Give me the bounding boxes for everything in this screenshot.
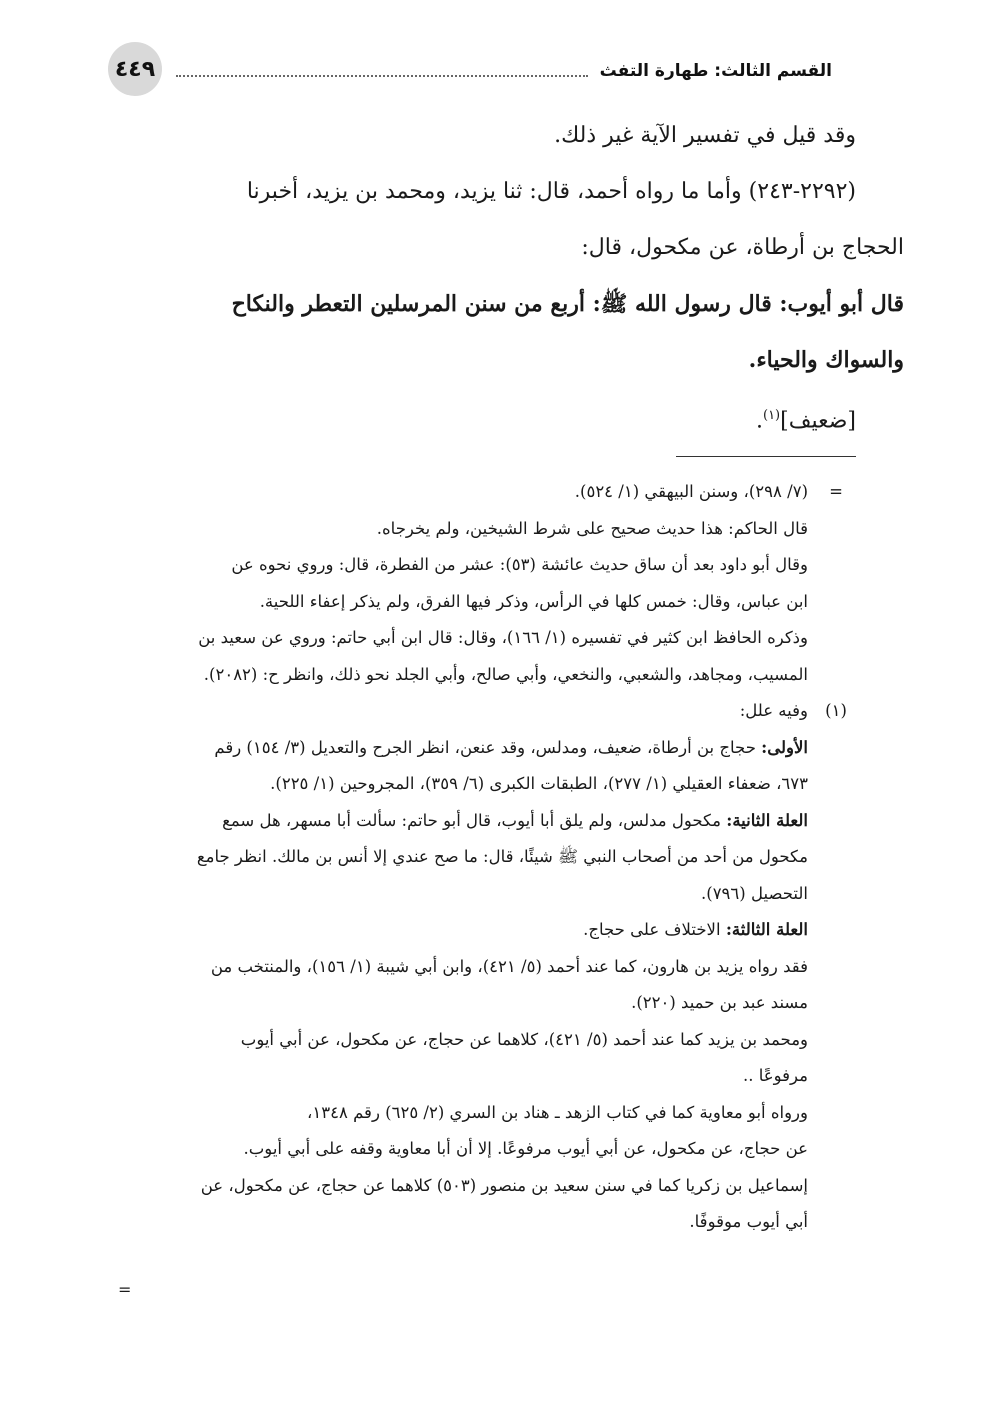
footnotes (118, 474, 847, 1241)
footnote-line: (١) وفيه علل: (118, 693, 808, 730)
footnote-line: فقد رواه يزيد بن هارون، كما عند أحمد (٥/ ٤٢١)، وابن أبي شيبة (١/ ١٥٦)، والمنتخب من (210, 956, 808, 976)
footnote-line: العلة الثالثة: الاختلاف على حجاج. (583, 920, 808, 939)
footnote-line: ومحمد بن يزيد كما عند أحمد (٥/ ٤٢١)، كلاهما عن حجاج، عن مكحول، عن أبي أيوب (240, 1029, 808, 1049)
footnote-ref: (١) (762, 408, 781, 423)
footnote-line: التحصيل (٧٩٦). (701, 883, 808, 903)
cause-label: العلة الثالثة: (725, 920, 808, 939)
footnote-line: ورواه أبو معاوية كما في كتاب الزهد ـ هناد بن السري (٢/ ٦٢٥) رقم ١٣٤٨، (307, 1102, 808, 1122)
grade-label: [ضعيف] (780, 408, 856, 434)
page-number: ٤٤٩ (108, 42, 162, 96)
main-line: وقد قيل في تفسير الآية غير ذلك. (554, 123, 856, 148)
footnote-line: العلة الثانية: مكحول مدلس، ولم يلق أبا أيوب، قال أبو حاتم: سألت أبا مسهر، هل سمع (222, 810, 808, 830)
main-line: (٢٢٩٢-٢٤٣) وأما ما رواه أحمد، قال: ثنا يزيد، ومحمد بن يزيد، أخبرنا (246, 179, 856, 204)
main-text (116, 108, 904, 449)
footnote-line: = (٧/ ٢٩٨)، وسنن البيهقي (١/ ٥٢٤). (118, 474, 808, 511)
continuation-marker: = (829, 482, 843, 501)
continuation-marker-end: = (118, 1280, 132, 1299)
footnote-line: المسيب، ومجاهد، والشعبي، والنخعي، وأبي صالح، وأبي الجلد نحو ذلك، وانظر ح: (٢٠٨٢). (203, 664, 808, 684)
footnote-line: عن حجاج، عن مكحول، عن أبي أيوب مرفوعًا. إلا أن أبا معاوية وقفه على أبي أيوب. (243, 1139, 808, 1158)
footnote-line: مرفوعًا .. (743, 1066, 808, 1085)
footnote-separator (676, 456, 856, 457)
footnote-number: (١) (825, 701, 847, 720)
hadith-text: قال أبو أيوب: قال رسول الله ﷺ: أربع من سنن المرسلين التعطر والنكاح (231, 291, 904, 317)
footnote-line: مسند عبد بن حميد (٢٢٠). (631, 993, 808, 1012)
footnote-line: وذكره الحافظ ابن كثير في تفسيره (١/ ١٦٦)، وقال: قال ابن أبي حاتم: وروي عن سعيد بن (198, 628, 808, 647)
cause-label: العلة الثانية: (726, 810, 808, 830)
footnote-line: قال الحاكم: هذا حديث صحيح على شرط الشيخين، ولم يخرجاه. (376, 518, 808, 538)
footnote-line: إسماعيل بن زكريا كما في سنن سعيد بن منصور (٥٠٣) كلاهما عن حجاج، عن مكحول، عن (200, 1175, 808, 1195)
main-line: الحجاج بن أرطاة، عن مكحول، قال: (581, 235, 904, 260)
grade-end: . (755, 408, 763, 434)
header-title: القسم الثالث: طهارة التفث (599, 61, 832, 81)
running-header (176, 58, 844, 84)
footnote-line: أبي أيوب موقوفًا. (689, 1212, 808, 1231)
footnote-line: الأولى: حجاج بن أرطاة، ضعيف، ومدلس، وقد عنعن، انظر الجرح والتعديل (٣/ ١٥٤) رقم (214, 737, 808, 757)
footnote-line: وقال أبو داود بعد أن ساق حديث عائشة (٥٣): عشر من الفطرة، قال: وروي نحوه عن (231, 555, 808, 574)
header-dots-left (176, 75, 588, 77)
hadith-text: والسواك والحياء. (748, 347, 904, 373)
hadith-grade (116, 388, 856, 449)
cause-label: الأولى: (761, 737, 808, 757)
footnote-line: ٦٧٣، ضعفاء العقيلي (١/ ٢٧٧)، الطبقات الكبرى (٦/ ٣٥٩)، المجروحين (١/ ٢٢٥). (270, 774, 808, 793)
footnote-line: ابن عباس، وقال: خمس كلها في الرأس، وذكر فيها الفرق، ولم يذكر إعفاء اللحية. (259, 591, 808, 611)
footnote-line: مكحول من أحد من أصحاب النبي ﷺ شيئًا، قال: ما صح عندي إلا أنس بن مالك. انظر جامع (196, 847, 808, 866)
